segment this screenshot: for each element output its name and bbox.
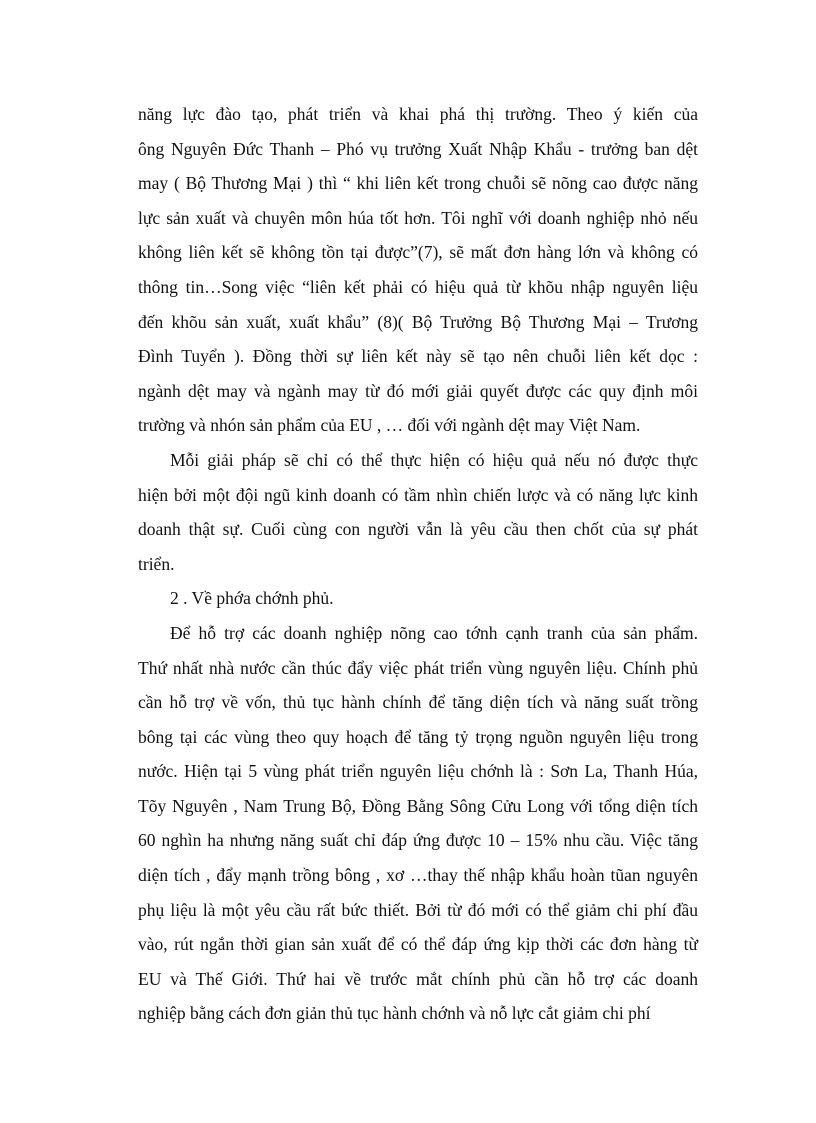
- text-line: đến khõu sản xuất, xuất khẩu” (8)( Bộ Trưởng Bộ Thương Mại – Trương: [138, 311, 698, 332]
- text-line: nước. Hiện tại 5 vùng phát triển nguyên liệu chớnh là : Sơn La, Thanh Húa,: [138, 761, 698, 782]
- text-line: bông tại các vùng theo quy hoạch để tăng tỷ trọng nguồn nguyên liệu trong: [138, 726, 698, 747]
- text-line: may ( Bộ Thương Mại ) thì “ khi liên kết trong chuỗi sẽ nõng cao được năng: [138, 173, 698, 194]
- text-line: EU và Thế Giới. Thứ hai về trước mắt chính phủ cần hỗ trợ các doanh: [138, 968, 698, 989]
- text-line: Mỗi giải pháp sẽ chỉ có thể thực hiện có hiệu quả nếu nó được thực: [170, 449, 698, 470]
- text-line: cần hỗ trợ về vốn, thủ tục hành chính để tăng diện tích và năng suất trồng: [138, 692, 698, 713]
- text-line: triển.: [138, 553, 175, 574]
- text-line: lực sản xuất và chuyên môn húa tốt hơn. Tôi nghĩ với doanh nghiệp nhỏ nếu: [138, 207, 698, 228]
- text-line: Tõy Nguyên , Nam Trung Bộ, Đồng Bằng Sông Cửu Long với tổng diện tích: [138, 795, 698, 816]
- text-line: vào, rút ngắn thời gian sản xuất để có thể đáp ứng kịp thời các đơn hàng từ: [138, 934, 698, 955]
- paragraph-liaison: [138, 97, 698, 443]
- paragraph-government: [138, 616, 698, 1031]
- text-line: năng lực đào tạo, phát triển và khai phá thị trường. Theo ý kiến của: [138, 104, 698, 124]
- text-line: hiện bởi một đội ngũ kinh doanh có tầm nhìn chiến lược và có năng lực kinh: [138, 484, 698, 505]
- text-line: Đình Tuyển ). Đồng thời sự liên kết này sẽ tạo nên chuỗi liên kết dọc :: [138, 346, 698, 367]
- paragraph-management: [138, 443, 698, 581]
- text-line: doanh thật sự. Cuối cùng con người vẫn là yêu cầu then chốt của sự phát: [138, 519, 698, 540]
- section-heading: [138, 581, 698, 616]
- text-line: Để hỗ trợ các doanh nghiệp nõng cao tớnh cạnh tranh của sản phẩm.: [170, 622, 698, 643]
- text-line: trường và nhón sản phẩm của EU , … đối với ngành dệt may Việt Nam.: [138, 415, 641, 436]
- text-line: nghiệp bằng cách đơn giản thủ tục hành chớnh và nỗ lực cắt giảm chi phí: [138, 1003, 651, 1024]
- text-line: thông tin…Song việc “liên kết phải có hiệu quả từ khõu nhập nguyên liệu: [138, 276, 698, 297]
- text-line: 60 nghìn ha nhưng năng suất chỉ đáp ứng được 10 – 15% nhu cầu. Việc tăng: [138, 830, 698, 851]
- text-line: phụ liệu là một yêu cầu rất bức thiết. Bởi từ đó mới có thể giảm chi phí đầu: [138, 899, 698, 920]
- text-line: diện tích , đẩy mạnh trồng bông , xơ …thay thế nhập khẩu hoàn tũan nguyên: [138, 865, 698, 886]
- text-line: ông Nguyên Đức Thanh – Phó vụ trưởng Xuất Nhập Khẩu - trưởng ban dệt: [138, 138, 698, 159]
- text-line: ngành dệt may và ngành may từ đó mới giải quyết được các quy định môi: [138, 380, 698, 401]
- document-body: [138, 97, 698, 1031]
- text-line: không liên kết sẽ không tồn tại được”(7), sẽ mất đơn hàng lớn và không có: [138, 242, 698, 263]
- text-line: Thứ nhất nhà nước cần thúc đẩy việc phát triển vùng nguyên liệu. Chính phủ: [138, 657, 698, 678]
- heading-line: 2 . Về phớa chớnh phủ.: [170, 588, 334, 609]
